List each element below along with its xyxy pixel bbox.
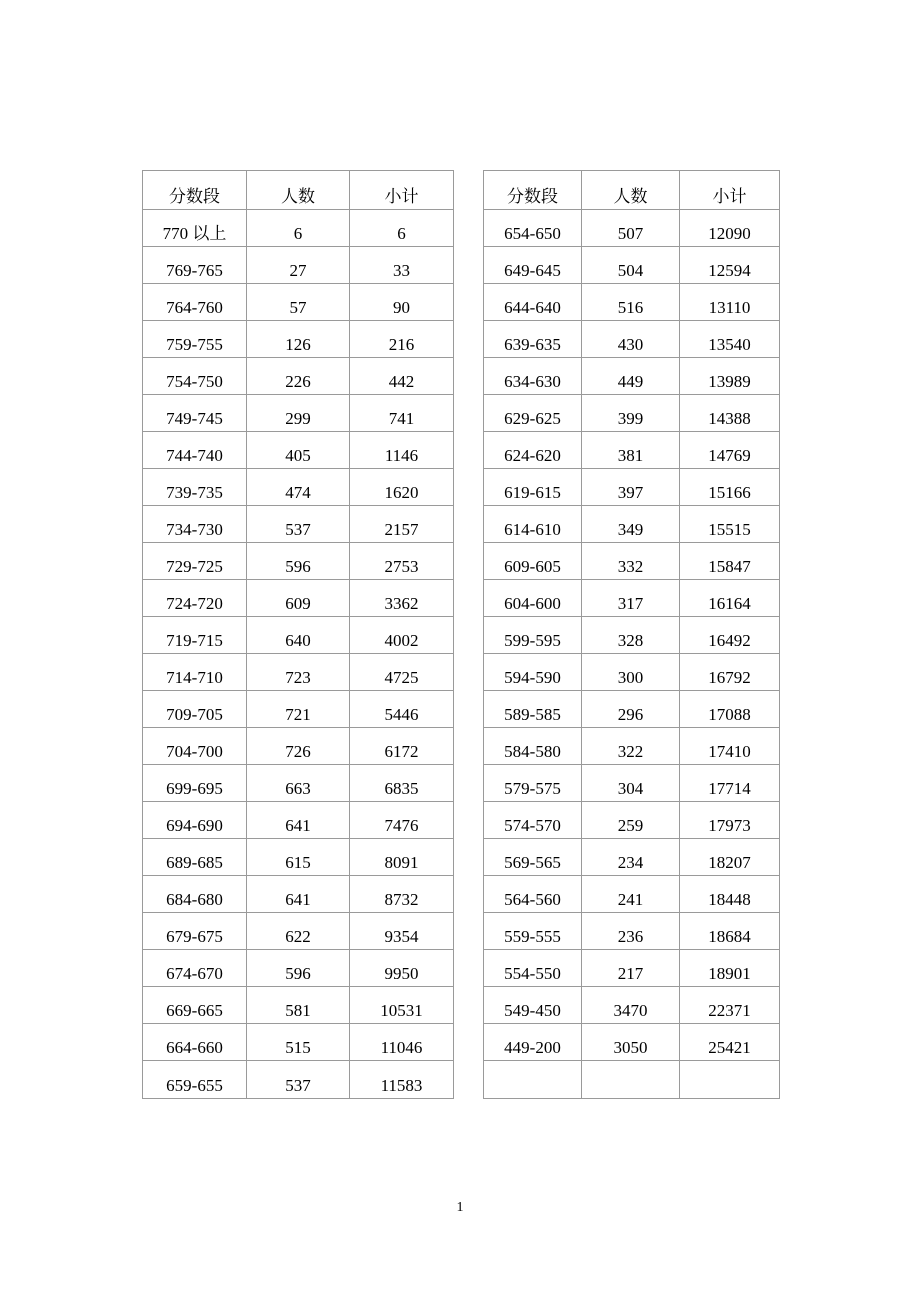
cell-count: 507 bbox=[582, 210, 680, 247]
cell-score-range: 694-690 bbox=[143, 802, 247, 839]
cell-score-range: 719-715 bbox=[143, 617, 247, 654]
cell-score-range: 689-685 bbox=[143, 839, 247, 876]
cell-score-range: 749-745 bbox=[143, 395, 247, 432]
cell-score-range: 704-700 bbox=[143, 728, 247, 765]
cell-score-range: 724-720 bbox=[143, 580, 247, 617]
cell-count: 304 bbox=[582, 765, 680, 802]
cell-count: 259 bbox=[582, 802, 680, 839]
table-row bbox=[484, 654, 780, 691]
cell-score-range: 649-645 bbox=[484, 247, 582, 284]
cell-count: 504 bbox=[582, 247, 680, 284]
cell-score-range: 639-635 bbox=[484, 321, 582, 358]
cell-cumulative: 2157 bbox=[350, 506, 454, 543]
cell-count: 515 bbox=[247, 1024, 350, 1061]
cell-score-range: 664-660 bbox=[143, 1024, 247, 1061]
cell-score-range: 634-630 bbox=[484, 358, 582, 395]
cell-count: 328 bbox=[582, 617, 680, 654]
cell-count: 126 bbox=[247, 321, 350, 358]
table-row bbox=[143, 802, 454, 839]
cell-cumulative: 18207 bbox=[680, 839, 780, 876]
cell-score-range: 729-725 bbox=[143, 543, 247, 580]
cell-score-range: 574-570 bbox=[484, 802, 582, 839]
cell-count: 349 bbox=[582, 506, 680, 543]
table-row bbox=[143, 247, 454, 284]
cell-count: 581 bbox=[247, 987, 350, 1024]
table-row bbox=[143, 1061, 454, 1099]
cell-count: 322 bbox=[582, 728, 680, 765]
cell-cumulative: 17973 bbox=[680, 802, 780, 839]
table-row bbox=[143, 950, 454, 987]
table-row bbox=[143, 506, 454, 543]
cell-score-range: 589-585 bbox=[484, 691, 582, 728]
cell-cumulative: 13540 bbox=[680, 321, 780, 358]
cell-score-range: 604-600 bbox=[484, 580, 582, 617]
cell-score-range: 654-650 bbox=[484, 210, 582, 247]
cell-score-range: 684-680 bbox=[143, 876, 247, 913]
cell-count: 299 bbox=[247, 395, 350, 432]
cell-count: 405 bbox=[247, 432, 350, 469]
cell-count: 596 bbox=[247, 543, 350, 580]
cell-score-range: 559-555 bbox=[484, 913, 582, 950]
cell-score-range: 584-580 bbox=[484, 728, 582, 765]
cell-cumulative: 9950 bbox=[350, 950, 454, 987]
cell-cumulative: 10531 bbox=[350, 987, 454, 1024]
table-row bbox=[484, 395, 780, 432]
cell-cumulative: 12090 bbox=[680, 210, 780, 247]
table-row bbox=[143, 210, 454, 247]
cell-count: 234 bbox=[582, 839, 680, 876]
cell-cumulative: 4725 bbox=[350, 654, 454, 691]
cell-cumulative: 16164 bbox=[680, 580, 780, 617]
cell-count: 6 bbox=[247, 210, 350, 247]
cell-score-range: 764-760 bbox=[143, 284, 247, 321]
cell-score-range bbox=[484, 1061, 582, 1099]
cell-cumulative: 2753 bbox=[350, 543, 454, 580]
cell-count: 641 bbox=[247, 802, 350, 839]
cell-cumulative: 1620 bbox=[350, 469, 454, 506]
cell-score-range: 759-755 bbox=[143, 321, 247, 358]
cell-cumulative: 741 bbox=[350, 395, 454, 432]
table-row bbox=[143, 913, 454, 950]
header-count: 人数 bbox=[582, 171, 680, 210]
cell-count: 609 bbox=[247, 580, 350, 617]
cell-score-range: 770 以上 bbox=[143, 210, 247, 247]
cell-cumulative: 14388 bbox=[680, 395, 780, 432]
cell-cumulative: 5446 bbox=[350, 691, 454, 728]
table-row bbox=[143, 395, 454, 432]
table-row bbox=[484, 802, 780, 839]
table-row bbox=[484, 469, 780, 506]
cell-count: 241 bbox=[582, 876, 680, 913]
cell-score-range: 549-450 bbox=[484, 987, 582, 1024]
cell-score-range: 449-200 bbox=[484, 1024, 582, 1061]
table-row bbox=[484, 728, 780, 765]
cell-cumulative: 18448 bbox=[680, 876, 780, 913]
cell-cumulative: 13110 bbox=[680, 284, 780, 321]
table-row bbox=[484, 432, 780, 469]
cell-score-range: 614-610 bbox=[484, 506, 582, 543]
cell-cumulative: 6 bbox=[350, 210, 454, 247]
cell-cumulative: 4002 bbox=[350, 617, 454, 654]
cell-count: 596 bbox=[247, 950, 350, 987]
cell-cumulative: 442 bbox=[350, 358, 454, 395]
cell-count: 397 bbox=[582, 469, 680, 506]
cell-cumulative: 18684 bbox=[680, 913, 780, 950]
cell-score-range: 744-740 bbox=[143, 432, 247, 469]
header-cumulative: 小计 bbox=[350, 171, 454, 210]
table-row bbox=[143, 358, 454, 395]
cell-count: 296 bbox=[582, 691, 680, 728]
cell-cumulative: 17088 bbox=[680, 691, 780, 728]
cell-score-range: 709-705 bbox=[143, 691, 247, 728]
cell-count: 516 bbox=[582, 284, 680, 321]
table-row bbox=[484, 284, 780, 321]
table-row bbox=[143, 321, 454, 358]
cell-count bbox=[582, 1061, 680, 1099]
cell-count: 726 bbox=[247, 728, 350, 765]
cell-count: 381 bbox=[582, 432, 680, 469]
table-row bbox=[143, 617, 454, 654]
table-row bbox=[484, 358, 780, 395]
cell-score-range: 739-735 bbox=[143, 469, 247, 506]
table-row bbox=[484, 617, 780, 654]
cell-cumulative: 216 bbox=[350, 321, 454, 358]
cell-count: 663 bbox=[247, 765, 350, 802]
cell-count: 217 bbox=[582, 950, 680, 987]
cell-count: 3470 bbox=[582, 987, 680, 1024]
cell-score-range: 629-625 bbox=[484, 395, 582, 432]
cell-count: 537 bbox=[247, 1061, 350, 1099]
cell-cumulative: 8091 bbox=[350, 839, 454, 876]
cell-count: 721 bbox=[247, 691, 350, 728]
cell-score-range: 669-665 bbox=[143, 987, 247, 1024]
cell-count: 641 bbox=[247, 876, 350, 913]
cell-count: 317 bbox=[582, 580, 680, 617]
cell-cumulative: 17714 bbox=[680, 765, 780, 802]
cell-cumulative: 18901 bbox=[680, 950, 780, 987]
cell-score-range: 659-655 bbox=[143, 1061, 247, 1099]
cell-cumulative: 14769 bbox=[680, 432, 780, 469]
cell-cumulative: 12594 bbox=[680, 247, 780, 284]
cell-count: 430 bbox=[582, 321, 680, 358]
cell-count: 622 bbox=[247, 913, 350, 950]
cell-count: 300 bbox=[582, 654, 680, 691]
table-row bbox=[484, 839, 780, 876]
cell-count: 236 bbox=[582, 913, 680, 950]
table-row bbox=[143, 987, 454, 1024]
cell-count: 399 bbox=[582, 395, 680, 432]
table-row bbox=[484, 1061, 780, 1099]
cell-cumulative: 17410 bbox=[680, 728, 780, 765]
cell-cumulative: 15515 bbox=[680, 506, 780, 543]
cell-cumulative: 16792 bbox=[680, 654, 780, 691]
table-row bbox=[484, 1024, 780, 1061]
table-row bbox=[143, 765, 454, 802]
cell-count: 57 bbox=[247, 284, 350, 321]
cell-count: 27 bbox=[247, 247, 350, 284]
table-row bbox=[484, 506, 780, 543]
table-row bbox=[143, 1024, 454, 1061]
table-row bbox=[143, 876, 454, 913]
cell-score-range: 554-550 bbox=[484, 950, 582, 987]
cell-score-range: 714-710 bbox=[143, 654, 247, 691]
table-header-row bbox=[484, 171, 780, 210]
table-row bbox=[143, 543, 454, 580]
cell-cumulative: 6172 bbox=[350, 728, 454, 765]
cell-cumulative: 8732 bbox=[350, 876, 454, 913]
cell-score-range: 619-615 bbox=[484, 469, 582, 506]
cell-cumulative: 1146 bbox=[350, 432, 454, 469]
cell-cumulative: 15847 bbox=[680, 543, 780, 580]
cell-score-range: 564-560 bbox=[484, 876, 582, 913]
table-row bbox=[143, 284, 454, 321]
cell-score-range: 734-730 bbox=[143, 506, 247, 543]
cell-score-range: 699-695 bbox=[143, 765, 247, 802]
table-row bbox=[143, 654, 454, 691]
table-row bbox=[143, 432, 454, 469]
cell-cumulative: 11583 bbox=[350, 1061, 454, 1099]
table-row bbox=[484, 987, 780, 1024]
cell-score-range: 609-605 bbox=[484, 543, 582, 580]
page-number: 1 bbox=[456, 1200, 464, 1215]
table-header-row bbox=[143, 171, 454, 210]
cell-cumulative: 22371 bbox=[680, 987, 780, 1024]
cell-count: 226 bbox=[247, 358, 350, 395]
cell-score-range: 644-640 bbox=[484, 284, 582, 321]
cell-count: 332 bbox=[582, 543, 680, 580]
table-row bbox=[143, 691, 454, 728]
cell-count: 723 bbox=[247, 654, 350, 691]
cell-count: 3050 bbox=[582, 1024, 680, 1061]
table-row bbox=[484, 580, 780, 617]
cell-score-range: 624-620 bbox=[484, 432, 582, 469]
cell-score-range: 674-670 bbox=[143, 950, 247, 987]
cell-cumulative: 11046 bbox=[350, 1024, 454, 1061]
cell-score-range: 569-565 bbox=[484, 839, 582, 876]
cell-score-range: 599-595 bbox=[484, 617, 582, 654]
table-row bbox=[143, 839, 454, 876]
cell-cumulative: 13989 bbox=[680, 358, 780, 395]
table-row bbox=[484, 543, 780, 580]
cell-cumulative: 25421 bbox=[680, 1024, 780, 1061]
header-count: 人数 bbox=[247, 171, 350, 210]
table-row bbox=[484, 876, 780, 913]
table-row bbox=[143, 580, 454, 617]
table-row bbox=[484, 321, 780, 358]
cell-score-range: 679-675 bbox=[143, 913, 247, 950]
cell-cumulative bbox=[680, 1061, 780, 1099]
header-cumulative: 小计 bbox=[680, 171, 780, 210]
table-row bbox=[484, 691, 780, 728]
cell-score-range: 579-575 bbox=[484, 765, 582, 802]
table-row bbox=[143, 469, 454, 506]
cell-cumulative: 6835 bbox=[350, 765, 454, 802]
cell-score-range: 594-590 bbox=[484, 654, 582, 691]
score-distribution-table-left bbox=[142, 170, 454, 1099]
cell-count: 474 bbox=[247, 469, 350, 506]
cell-cumulative: 9354 bbox=[350, 913, 454, 950]
table-row bbox=[143, 728, 454, 765]
cell-count: 537 bbox=[247, 506, 350, 543]
cell-score-range: 769-765 bbox=[143, 247, 247, 284]
table-row bbox=[484, 950, 780, 987]
cell-score-range: 754-750 bbox=[143, 358, 247, 395]
cell-count: 449 bbox=[582, 358, 680, 395]
header-score-range: 分数段 bbox=[484, 171, 582, 210]
cell-cumulative: 15166 bbox=[680, 469, 780, 506]
table-row bbox=[484, 765, 780, 802]
score-distribution-table-right bbox=[483, 170, 780, 1099]
cell-cumulative: 3362 bbox=[350, 580, 454, 617]
cell-cumulative: 90 bbox=[350, 284, 454, 321]
table-row bbox=[484, 913, 780, 950]
cell-cumulative: 7476 bbox=[350, 802, 454, 839]
cell-count: 640 bbox=[247, 617, 350, 654]
table-row bbox=[484, 247, 780, 284]
header-score-range: 分数段 bbox=[143, 171, 247, 210]
cell-cumulative: 33 bbox=[350, 247, 454, 284]
cell-cumulative: 16492 bbox=[680, 617, 780, 654]
cell-count: 615 bbox=[247, 839, 350, 876]
table-row bbox=[484, 210, 780, 247]
